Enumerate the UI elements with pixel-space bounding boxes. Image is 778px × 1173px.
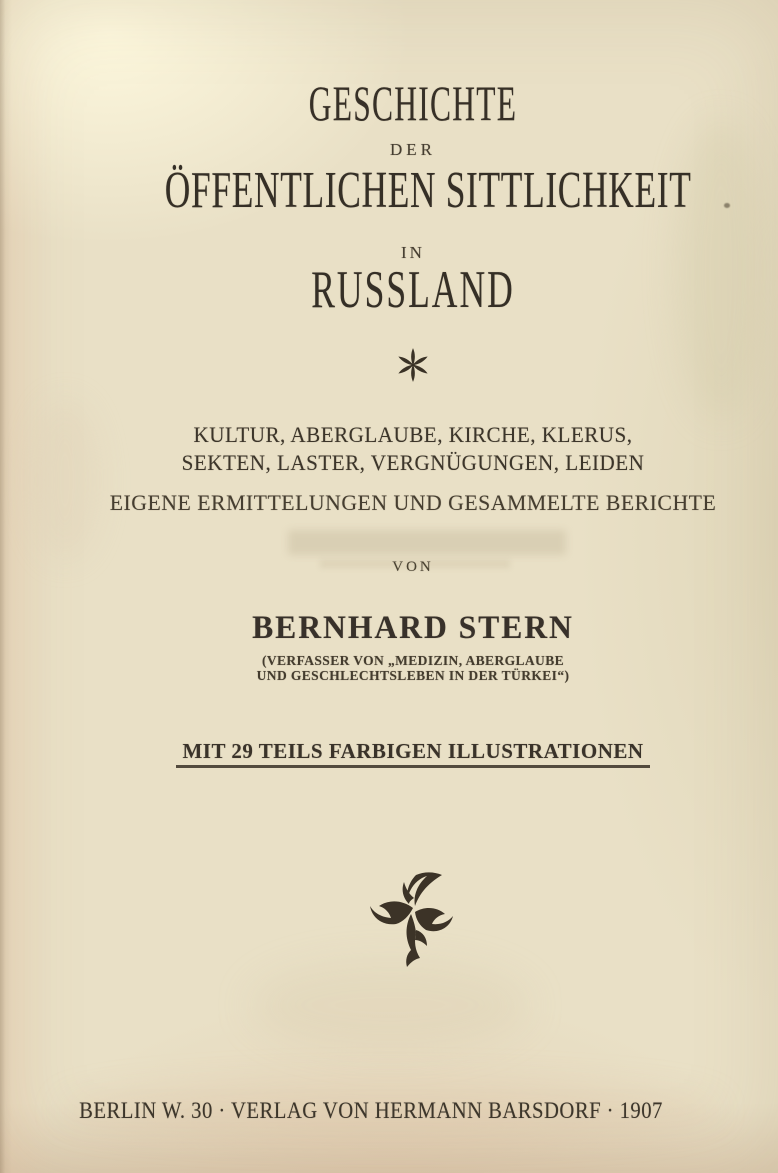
binding-shadow — [0, 0, 12, 1173]
asterisk-ornament-icon — [48, 346, 778, 389]
title-page-content — [48, 0, 778, 1173]
author-name: BERNHARD STERN — [252, 610, 574, 646]
author-note-line-2: UND GESCHLECHTSLEBEN IN DER TÜRKEI“) — [256, 668, 570, 683]
title-line-sittlichkeit: ÖFFENTLICHEN SITTLICHKEIT — [164, 162, 692, 219]
author-note-line-1: (VERFASSER VON „MEDIZIN, ABERGLAUBE — [261, 653, 565, 668]
subtitle-line-3: EIGENE ERMITTELUNGEN UND GESAMMELTE BERICHTE — [109, 490, 717, 515]
title-line-russland: RUSSLAND — [311, 261, 515, 319]
subtitle-line-2: SEKTEN, LASTER, VERGNÜGUNGEN, LEIDEN — [181, 450, 645, 475]
subtitle-line-1: KULTUR, ABERGLAUBE, KIRCHE, KLERUS, — [193, 422, 633, 447]
illustrations-note — [48, 741, 778, 768]
title-line-geschichte: GESCHICHTE — [308, 75, 518, 131]
byline-von-label: VON — [392, 559, 434, 575]
fleuron-ornament-icon — [48, 870, 778, 979]
illustrations-note-text: MIT 29 TEILS FARBIGEN ILLUSTRATIONEN — [176, 741, 649, 768]
publisher-imprint: BERLIN W. 30 · VERLAG VON HERMANN BARSDORF · 1907 — [79, 1098, 663, 1123]
title-connector-in: IN — [401, 243, 425, 262]
title-connector-der: DER — [390, 140, 436, 159]
